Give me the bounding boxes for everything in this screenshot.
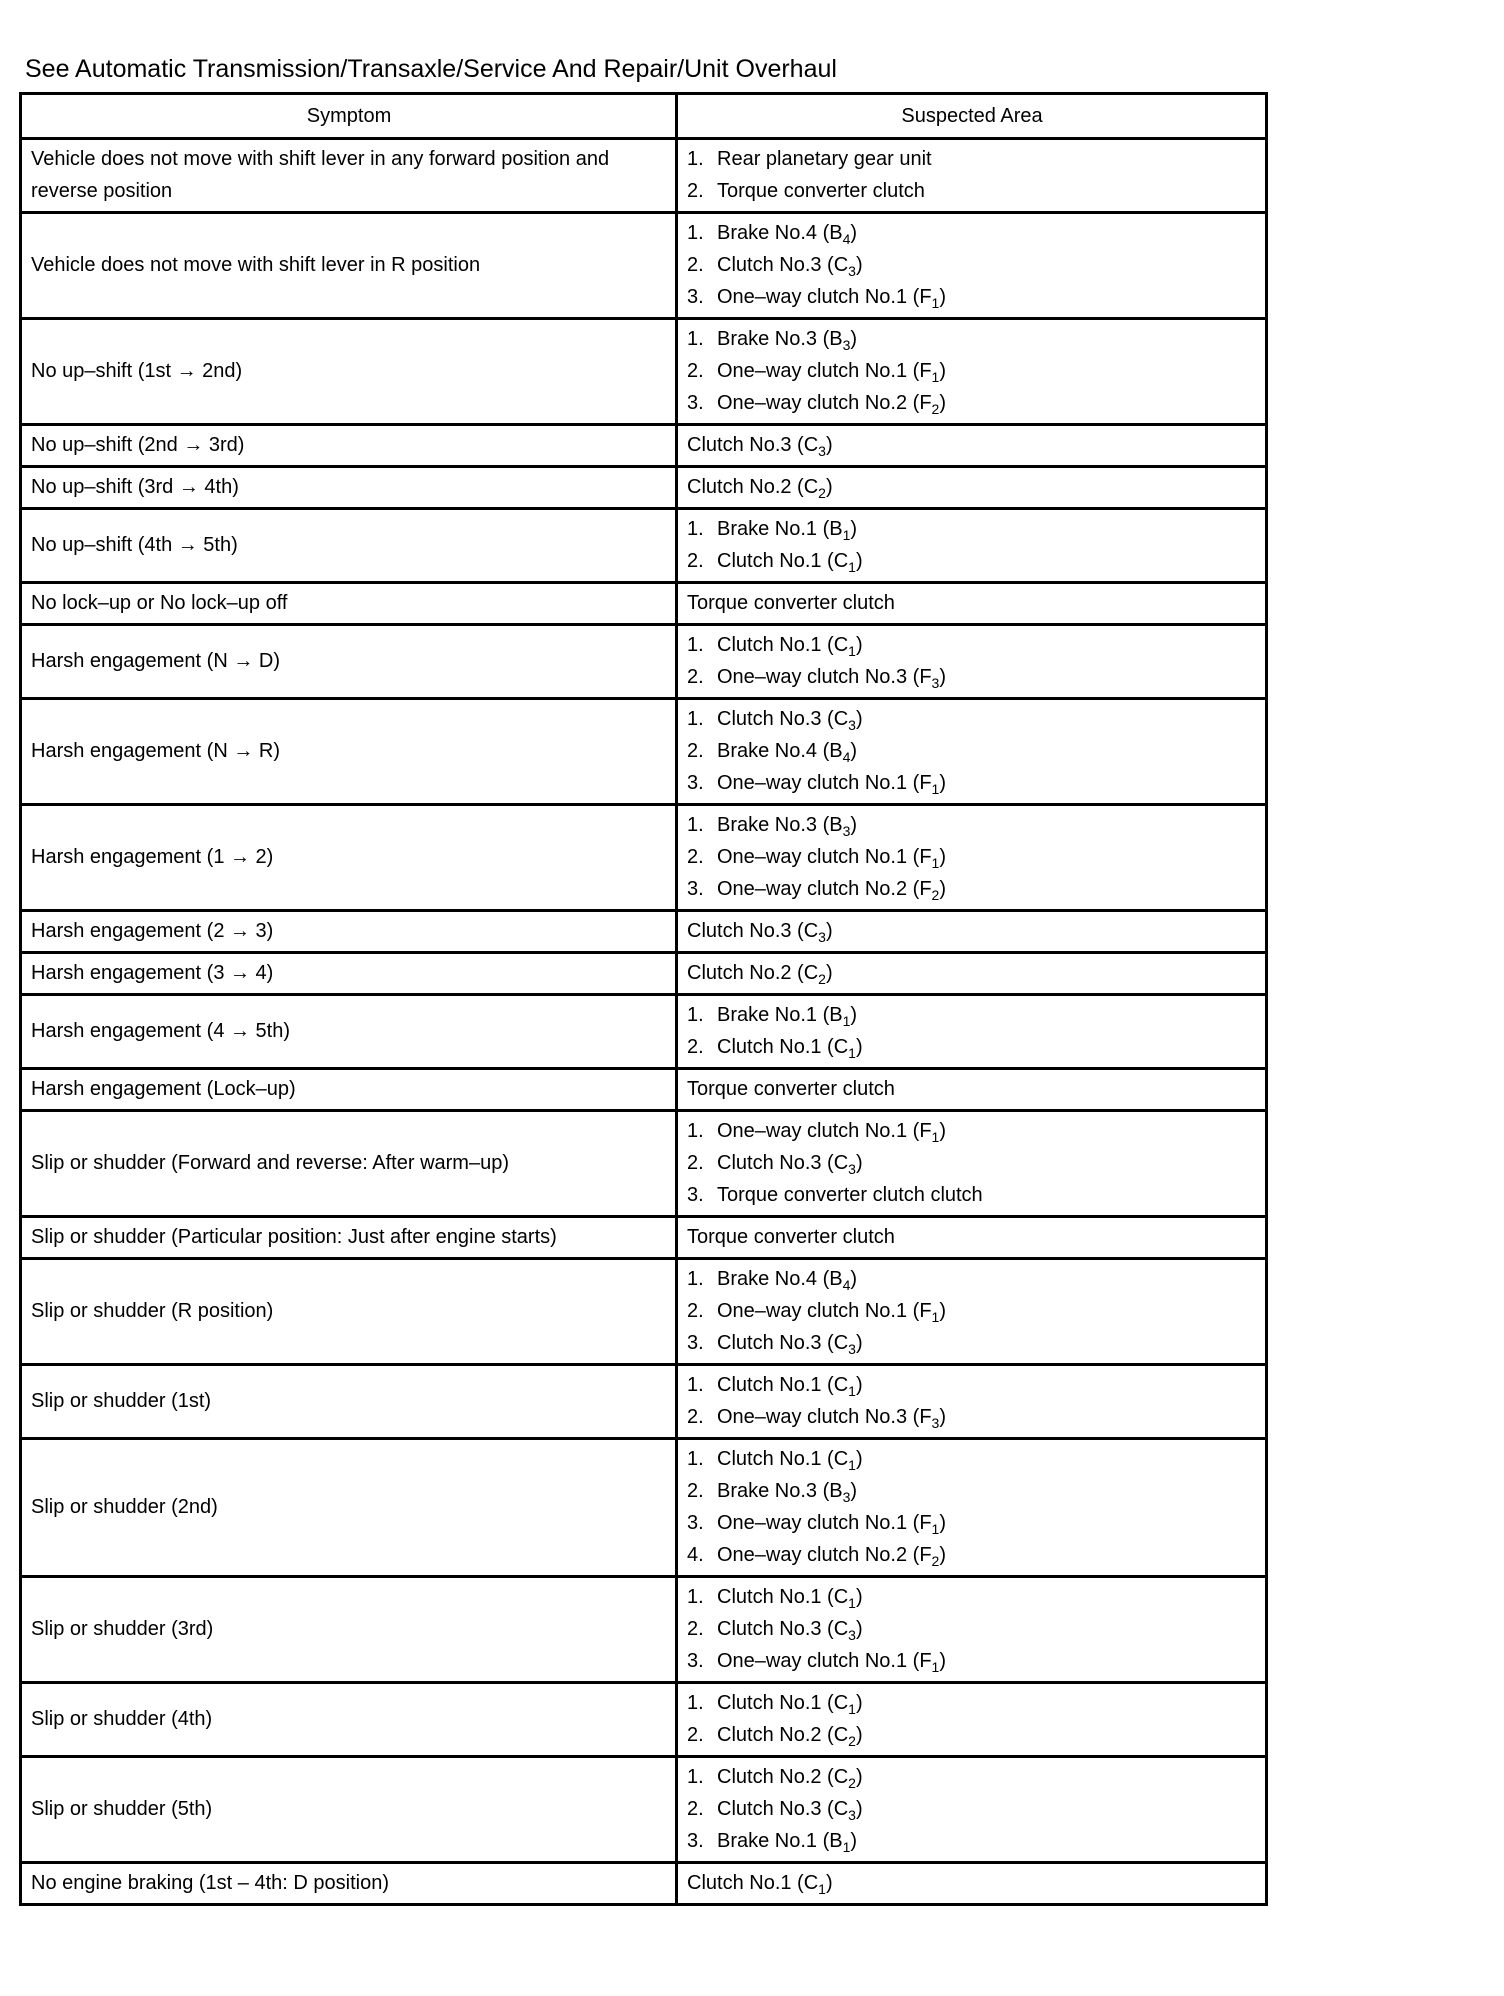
item-suffix: ) [939, 286, 946, 308]
suspected-area-item [687, 471, 1257, 503]
item-text: Brake No.3 (B [717, 1480, 843, 1502]
table-row [21, 1683, 1267, 1757]
suspected-area-cell [677, 953, 1267, 995]
item-text: Torque converter clutch [717, 180, 925, 202]
suspected-area-cell [677, 213, 1267, 319]
item-suffix: ) [939, 1120, 946, 1142]
item-subscript: 1 [848, 1457, 856, 1473]
table-row [21, 583, 1267, 625]
symptom-cell: No up–shift (3rd → 4th) [21, 467, 677, 509]
item-text: Brake No.4 (B [717, 1268, 843, 1290]
item-subscript: 3 [931, 675, 940, 691]
item-suffix: ) [825, 434, 833, 456]
item-suffix: ) [825, 1872, 833, 1894]
suspected-area-item [687, 1031, 1257, 1063]
item-number: 1. [687, 708, 704, 730]
item-text: One–way clutch No.1 (F [717, 1512, 932, 1534]
item-text: Brake No.3 (B [717, 328, 843, 350]
table-row [21, 1259, 1267, 1365]
suspected-area-cell [677, 1439, 1267, 1577]
item-subscript: 1 [931, 369, 940, 385]
item-number: 2. [687, 1618, 704, 1640]
item-subscript: 3 [842, 1489, 851, 1505]
table-row [21, 995, 1267, 1069]
suspected-area-cell [677, 139, 1267, 213]
suspected-area-cell [677, 1577, 1267, 1683]
suspected-area-cell [677, 625, 1267, 699]
suspected-area-item [687, 249, 1257, 281]
item-text: One–way clutch No.1 (F [717, 1300, 932, 1322]
item-text: One–way clutch No.3 (F [717, 1406, 932, 1428]
item-number: 1. [687, 148, 704, 170]
item-number: 3. [687, 772, 704, 794]
suspected-area-item [687, 1443, 1257, 1475]
item-number: 2. [687, 666, 704, 688]
suspected-area-item [687, 629, 1257, 661]
symptom-cell: Slip or shudder (R position) [21, 1259, 677, 1365]
suspected-area-item [687, 703, 1257, 735]
suspected-area-cell [677, 805, 1267, 911]
item-text: Clutch No.1 (C [717, 1448, 849, 1470]
item-number: 1. [687, 1586, 704, 1608]
item-subscript: 2 [931, 1553, 940, 1569]
suspected-area-item [687, 735, 1257, 767]
item-text: Clutch No.3 (C [687, 920, 819, 942]
table-row [21, 699, 1267, 805]
symptom-cell: Vehicle does not move with shift lever in any forward position and reverse position [21, 139, 677, 213]
item-suffix: ) [939, 666, 946, 688]
item-text: Clutch No.1 (C [717, 1692, 849, 1714]
item-number: 3. [687, 1650, 704, 1672]
item-subscript: 1 [931, 1659, 940, 1675]
suspected-area-item [687, 1295, 1257, 1327]
item-number: 4. [687, 1544, 704, 1566]
item-subscript: 4 [842, 749, 851, 765]
item-subscript: 1 [842, 527, 851, 543]
item-subscript: 1 [818, 1881, 826, 1897]
item-subscript: 2 [818, 485, 826, 501]
item-suffix: ) [939, 878, 946, 900]
suspected-area-item [687, 915, 1257, 947]
suspected-area-item [687, 1475, 1257, 1507]
item-text: One–way clutch No.3 (F [717, 666, 932, 688]
suspected-area-item [687, 1327, 1257, 1359]
item-subscript: 4 [842, 231, 851, 247]
symptom-cell: Slip or shudder (Particular position: Just after engine starts) [21, 1217, 677, 1259]
suspected-area-item [687, 1581, 1257, 1613]
item-text: Clutch No.3 (C [687, 434, 819, 456]
suspected-area-item [687, 1221, 1257, 1253]
item-suffix: ) [855, 254, 863, 276]
symptom-cell: Slip or shudder (Forward and reverse: After warm–up) [21, 1111, 677, 1217]
symptom-cell: Slip or shudder (1st) [21, 1365, 677, 1439]
item-number: 1. [687, 1268, 704, 1290]
suspected-area-item [687, 1147, 1257, 1179]
symptom-cell: Slip or shudder (3rd) [21, 1577, 677, 1683]
item-suffix: ) [850, 1480, 858, 1502]
item-suffix: ) [855, 1618, 863, 1640]
item-suffix: ) [855, 634, 863, 656]
item-suffix: ) [939, 772, 946, 794]
item-number: 2. [687, 360, 704, 382]
symptom-cell: Harsh engagement (2 → 3) [21, 911, 677, 953]
symptom-cell: No engine braking (1st – 4th: D position) [21, 1863, 677, 1905]
item-text: Clutch No.1 (C [717, 634, 849, 656]
item-text: Clutch No.2 (C [717, 1724, 849, 1746]
table-row [21, 509, 1267, 583]
suspected-area-item [687, 661, 1257, 693]
suspected-area-item [687, 841, 1257, 873]
item-suffix: ) [855, 1724, 863, 1746]
table-row [21, 1439, 1267, 1577]
item-suffix: ) [855, 1152, 863, 1174]
suspected-area-cell [677, 1683, 1267, 1757]
symptom-cell: No up–shift (4th → 5th) [21, 509, 677, 583]
item-subscript: 1 [931, 1129, 940, 1145]
item-number: 1. [687, 518, 704, 540]
item-text: Torque converter clutch [687, 592, 895, 614]
item-text: Clutch No.3 (C [717, 1332, 849, 1354]
table-row [21, 1069, 1267, 1111]
symptom-cell: Slip or shudder (4th) [21, 1683, 677, 1757]
item-number: 3. [687, 1830, 704, 1852]
symptom-cell: No up–shift (2nd → 3rd) [21, 425, 677, 467]
item-suffix: ) [855, 1374, 863, 1396]
item-number: 3. [687, 286, 704, 308]
item-suffix: ) [850, 740, 858, 762]
symptom-cell: Harsh engagement (N → R) [21, 699, 677, 805]
suspected-area-item [687, 957, 1257, 989]
suspected-area-cell [677, 1757, 1267, 1863]
item-text: One–way clutch No.1 (F [717, 1120, 932, 1142]
table-row [21, 1863, 1267, 1905]
item-suffix: ) [855, 1692, 863, 1714]
table-row [21, 1111, 1267, 1217]
item-subscript: 2 [931, 401, 940, 417]
item-subscript: 1 [931, 295, 940, 311]
item-number: 1. [687, 1004, 704, 1026]
item-text: Torque converter clutch clutch [717, 1184, 983, 1206]
item-text: One–way clutch No.2 (F [717, 1544, 932, 1566]
symptom-cell: Harsh engagement (1 → 2) [21, 805, 677, 911]
suspected-area-item [687, 1401, 1257, 1433]
suspected-area-item [687, 809, 1257, 841]
item-suffix: ) [850, 1004, 858, 1026]
suspected-area-item [687, 545, 1257, 577]
suspected-area-item [687, 1539, 1257, 1571]
symptom-table [19, 92, 1268, 1906]
item-text: Brake No.1 (B [717, 518, 843, 540]
suspected-area-item [687, 873, 1257, 905]
item-number: 1. [687, 1448, 704, 1470]
suspected-area-cell [677, 425, 1267, 467]
item-text: One–way clutch No.2 (F [717, 392, 932, 414]
item-text: One–way clutch No.1 (F [717, 360, 932, 382]
item-number: 2. [687, 1480, 704, 1502]
item-number: 2. [687, 846, 704, 868]
item-subscript: 1 [842, 1013, 851, 1029]
item-number: 1. [687, 222, 704, 244]
table-row [21, 1365, 1267, 1439]
suspected-area-item [687, 1687, 1257, 1719]
item-suffix: ) [850, 328, 858, 350]
item-subscript: 1 [848, 1383, 856, 1399]
table-row [21, 319, 1267, 425]
item-number: 2. [687, 1724, 704, 1746]
item-number: 1. [687, 328, 704, 350]
suspected-area-cell [677, 1217, 1267, 1259]
item-subscript: 4 [842, 1277, 851, 1293]
item-text: Clutch No.3 (C [717, 1152, 849, 1174]
suspected-area-item [687, 999, 1257, 1031]
suspected-area-item [687, 323, 1257, 355]
suspected-area-cell [677, 1259, 1267, 1365]
suspected-area-item [687, 429, 1257, 461]
table-row [21, 1217, 1267, 1259]
suspected-area-item [687, 513, 1257, 545]
item-text: Clutch No.1 (C [717, 1036, 849, 1058]
item-subscript: 3 [848, 1807, 856, 1823]
item-suffix: ) [825, 476, 833, 498]
item-suffix: ) [850, 518, 858, 540]
suspected-area-item [687, 1645, 1257, 1677]
suspected-area-cell [677, 1365, 1267, 1439]
item-subscript: 1 [848, 643, 856, 659]
item-suffix: ) [850, 1830, 858, 1852]
item-subscript: 3 [842, 337, 851, 353]
item-suffix: ) [855, 708, 863, 730]
page-title: See Automatic Transmission/Transaxle/Service And Repair/Unit Overhaul [25, 55, 837, 83]
item-subscript: 3 [848, 717, 856, 733]
item-subscript: 2 [848, 1775, 856, 1791]
item-number: 3. [687, 1332, 704, 1354]
suspected-area-item [687, 1613, 1257, 1645]
suspected-area-cell [677, 911, 1267, 953]
table-row [21, 425, 1267, 467]
symptom-cell: Harsh engagement (Lock–up) [21, 1069, 677, 1111]
item-number: 2. [687, 740, 704, 762]
column-header-suspected-area: Suspected Area [677, 94, 1267, 139]
item-subscript: 3 [818, 929, 826, 945]
item-text: Clutch No.2 (C [687, 962, 819, 984]
suspected-area-item [687, 1115, 1257, 1147]
item-text: Brake No.4 (B [717, 222, 843, 244]
item-text: One–way clutch No.1 (F [717, 286, 932, 308]
item-suffix: ) [855, 550, 863, 572]
suspected-area-cell [677, 467, 1267, 509]
item-text: Brake No.1 (B [717, 1830, 843, 1852]
table-row [21, 625, 1267, 699]
suspected-area-item [687, 281, 1257, 313]
item-number: 2. [687, 1798, 704, 1820]
item-suffix: ) [939, 360, 946, 382]
suspected-area-item [687, 1825, 1257, 1857]
item-number: 3. [687, 878, 704, 900]
item-text: Clutch No.3 (C [717, 1618, 849, 1640]
item-subscript: 3 [842, 823, 851, 839]
item-text: Brake No.3 (B [717, 814, 843, 836]
item-suffix: ) [825, 920, 833, 942]
table-row [21, 953, 1267, 995]
item-suffix: ) [939, 1650, 946, 1672]
suspected-area-cell [677, 699, 1267, 805]
item-number: 2. [687, 1300, 704, 1322]
item-text: Clutch No.1 (C [687, 1872, 819, 1894]
item-subscript: 1 [931, 1521, 940, 1537]
item-suffix: ) [939, 1544, 946, 1566]
item-suffix: ) [850, 1268, 858, 1290]
item-suffix: ) [855, 1036, 863, 1058]
item-subscript: 2 [931, 887, 940, 903]
suspected-area-item [687, 387, 1257, 419]
item-number: 2. [687, 1036, 704, 1058]
item-subscript: 1 [848, 1045, 856, 1061]
item-subscript: 1 [931, 1309, 940, 1325]
item-suffix: ) [939, 846, 946, 868]
suspected-area-item [687, 217, 1257, 249]
symptom-cell: No lock–up or No lock–up off [21, 583, 677, 625]
suspected-area-item [687, 1369, 1257, 1401]
item-text: Brake No.4 (B [717, 740, 843, 762]
suspected-area-cell [677, 583, 1267, 625]
item-suffix: ) [855, 1766, 863, 1788]
item-suffix: ) [939, 392, 946, 414]
item-number: 1. [687, 634, 704, 656]
suspected-area-item [687, 1761, 1257, 1793]
suspected-area-cell [677, 1111, 1267, 1217]
symptom-cell: Slip or shudder (2nd) [21, 1439, 677, 1577]
item-number: 2. [687, 1152, 704, 1174]
item-number: 1. [687, 1374, 704, 1396]
suspected-area-item [687, 1719, 1257, 1751]
item-suffix: ) [850, 814, 858, 836]
item-subscript: 2 [848, 1733, 856, 1749]
suspected-area-cell [677, 319, 1267, 425]
item-subscript: 1 [931, 781, 940, 797]
item-text: One–way clutch No.1 (F [717, 1650, 932, 1672]
item-text: One–way clutch No.1 (F [717, 846, 932, 868]
column-header-symptom: Symptom [21, 94, 677, 139]
item-number: 1. [687, 1766, 704, 1788]
item-subscript: 3 [848, 1161, 856, 1177]
suspected-area-item [687, 767, 1257, 799]
item-number: 1. [687, 1120, 704, 1142]
item-text: Clutch No.3 (C [717, 254, 849, 276]
item-suffix: ) [939, 1512, 946, 1534]
suspected-area-item [687, 1263, 1257, 1295]
item-text: Torque converter clutch [687, 1226, 895, 1248]
item-suffix: ) [855, 1586, 863, 1608]
item-text: Rear planetary gear unit [717, 148, 932, 170]
suspected-area-item [687, 1793, 1257, 1825]
suspected-area-item [687, 1179, 1257, 1211]
symptom-cell: Harsh engagement (3 → 4) [21, 953, 677, 995]
suspected-area-item [687, 143, 1257, 175]
item-text: Clutch No.1 (C [717, 1374, 849, 1396]
item-text: Torque converter clutch [687, 1078, 895, 1100]
item-number: 2. [687, 180, 704, 202]
suspected-area-cell [677, 509, 1267, 583]
item-subscript: 1 [931, 855, 940, 871]
item-subscript: 3 [848, 263, 856, 279]
item-subscript: 1 [848, 1701, 856, 1717]
item-text: Clutch No.3 (C [717, 708, 849, 730]
item-suffix: ) [855, 1798, 863, 1820]
item-number: 3. [687, 392, 704, 414]
item-subscript: 3 [818, 443, 826, 459]
item-subscript: 1 [848, 559, 856, 575]
item-number: 3. [687, 1512, 704, 1534]
table-body [21, 139, 1267, 1905]
item-text: Clutch No.2 (C [717, 1766, 849, 1788]
item-number: 1. [687, 814, 704, 836]
suspected-area-item [687, 1867, 1257, 1899]
symptom-cell: Vehicle does not move with shift lever in R position [21, 213, 677, 319]
item-number: 2. [687, 254, 704, 276]
table-row [21, 139, 1267, 213]
table-row [21, 467, 1267, 509]
item-suffix: ) [825, 962, 833, 984]
item-text: Clutch No.2 (C [687, 476, 819, 498]
symptom-cell: Harsh engagement (N → D) [21, 625, 677, 699]
item-suffix: ) [850, 222, 858, 244]
item-subscript: 3 [848, 1627, 856, 1643]
item-suffix: ) [855, 1448, 863, 1470]
item-number: 2. [687, 1406, 704, 1428]
suspected-area-item [687, 355, 1257, 387]
table-row [21, 911, 1267, 953]
table-header-row [21, 94, 1267, 139]
suspected-area-item [687, 1507, 1257, 1539]
suspected-area-item [687, 587, 1257, 619]
item-subscript: 3 [931, 1415, 940, 1431]
item-text: Clutch No.1 (C [717, 1586, 849, 1608]
item-number: 1. [687, 1692, 704, 1714]
item-suffix: ) [939, 1406, 946, 1428]
symptom-cell: Slip or shudder (5th) [21, 1757, 677, 1863]
item-subscript: 1 [848, 1595, 856, 1611]
suspected-area-cell [677, 1069, 1267, 1111]
item-text: Clutch No.1 (C [717, 550, 849, 572]
item-number: 2. [687, 550, 704, 572]
table-row [21, 1757, 1267, 1863]
item-suffix: ) [939, 1300, 946, 1322]
symptom-cell: Harsh engagement (4 → 5th) [21, 995, 677, 1069]
item-text: One–way clutch No.1 (F [717, 772, 932, 794]
symptom-cell: No up–shift (1st → 2nd) [21, 319, 677, 425]
item-text: Clutch No.3 (C [717, 1798, 849, 1820]
suspected-area-item [687, 1073, 1257, 1105]
item-text: Brake No.1 (B [717, 1004, 843, 1026]
table-row [21, 213, 1267, 319]
item-subscript: 1 [842, 1839, 851, 1855]
item-number: 3. [687, 1184, 704, 1206]
item-text: One–way clutch No.2 (F [717, 878, 932, 900]
suspected-area-item [687, 175, 1257, 207]
suspected-area-cell [677, 995, 1267, 1069]
table-row [21, 805, 1267, 911]
item-suffix: ) [855, 1332, 863, 1354]
table-row [21, 1577, 1267, 1683]
suspected-area-cell [677, 1863, 1267, 1905]
item-subscript: 2 [818, 971, 826, 987]
item-subscript: 3 [848, 1341, 856, 1357]
